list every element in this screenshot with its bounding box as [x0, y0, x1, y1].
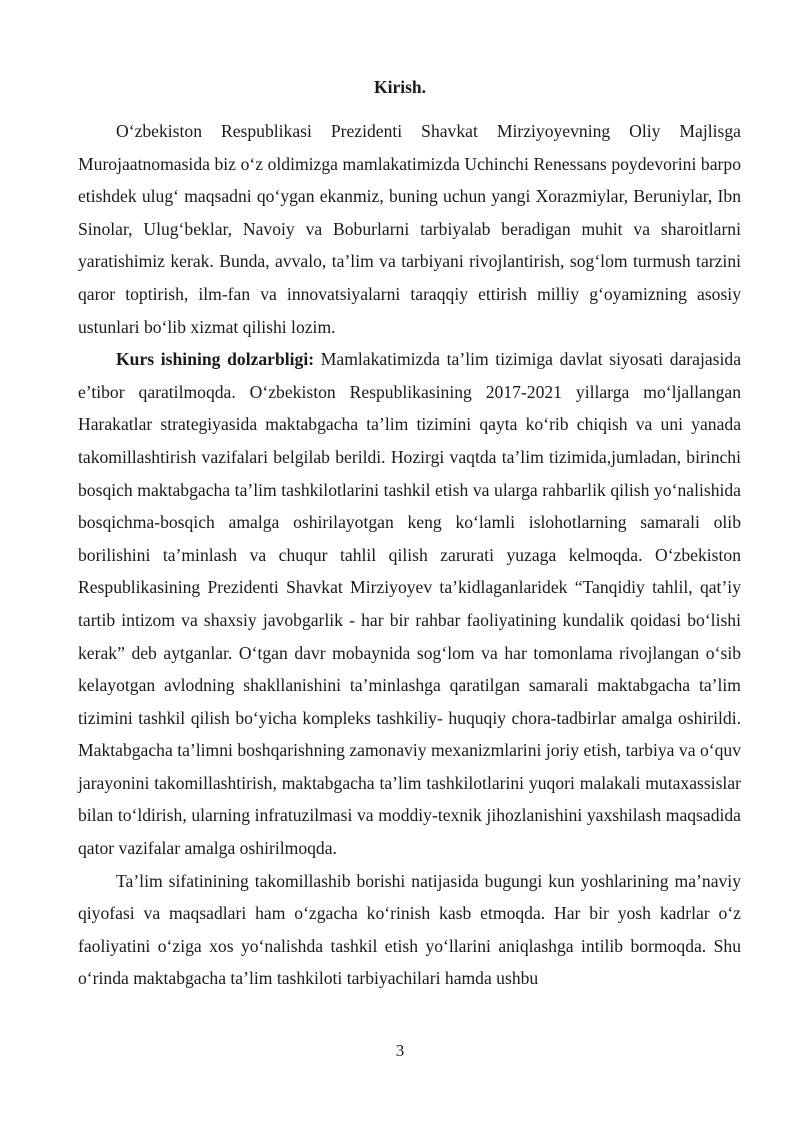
- paragraph-intro: [78, 115, 741, 343]
- page-number: 3: [395, 1041, 405, 1060]
- body-text: [78, 115, 741, 995]
- page-title: Kirish.: [373, 77, 427, 97]
- paragraph-text: Mamlakatimizda ta’lim tizimiga davlat siyosati darajasida e’tibor qaratilmoqda. O‘zbekiston Respublikasining 2017-2021 yillarga mo‘ljallangan Harakatlar strategiyasida maktabgacha ta’lim tizimini qayta ko‘rib chiqish va uni yanada takomillashtirish vazifalari belgilab berildi. Hozirgi vaqtda ta’lim tizimida,jumladan, birinchi bosqich maktabgacha ta’lim tashkilotlarini tashkil etish va ularga rahbarlik qilish yo‘nalishida bosqichma-bosqich amalga oshirilayotgan keng ko‘lamli islohotlarning samarali olib borilishini ta’minlash va chuqur tahlil qilish zarurati yuzaga kelmoqda. O‘zbekiston Respublikasining Prezidenti Shavkat Mirziyoyev ta’kidlaganlaridek “Tanqidiy tahlil, qat’iy tartib intizom va shaxsiy javobgarlik - har bir rahbar faoliyatining kundalik qoidasi bo‘lishi kerak” deb aytganlar. O‘tgan davr mobaynida sog‘lom va har tomonlama rivojlangan o‘sib kelayotgan avlodning shakllanishini ta’minlashga qaratilgan samarali maktabgacha ta’lim tizimini tashkil qilish bo‘yicha kompleks tashkiliy- huquqiy chora-tadbirlar amalga oshirildi. Maktabgacha ta’limni boshqarishning zamonaviy mexanizmlarini joriy etish, tarbiya va o‘quv jarayonini takomillashtirish, maktabgacha ta’lim tashkilotlarini yuqori malakali mutaxassislar bilan to‘ldirish, ularning infratuzilmasi va moddiy-texnik jihozlanishini yaxshilash maqsadida qator vazifalar amalga oshirilmoqda.: [78, 349, 742, 859]
- paragraph-quality: [78, 865, 741, 995]
- paragraph-relevance: [78, 343, 741, 865]
- paragraph-lead: Kurs ishining dolzarbligi:: [116, 349, 315, 370]
- paragraph-text: O‘zbekiston Respublikasi Prezidenti Shavkat Mirziyoyevning Oliy Majlisga Murojaatnomasida biz o‘z oldimizga mamlakatimizda Uchinchi Renessans poydevorini barpo etishdek ulug‘ maqsadni qo‘ygan ekanmiz, buning uchun yangi Xorazmiylar, Beruniylar, Ibn Sinolar, Ulug‘beklar, Navoiy va Boburlarni tarbiyalab beradigan muhit va sharoitlarni yaratishimiz kerak. Bunda, avvalo, ta’lim va tarbiyani rivojlantirish, sog‘lom turmush tarzini qaror toptirish, ilm-fan va innovatsiyalarni taraqqiy ettirish milliy g‘oyamizning asosiy ustunlari bo‘lib xizmat qilishi lozim.: [78, 121, 741, 337]
- paragraph-text: Ta’lim sifatinining takomillashib borishi natijasida bugungi kun yoshlarining ma’naviy qiyofasi va maqsadlari ham o‘zgacha ko‘rinish kasb etmoqda. Har bir yosh kadrlar o‘z faoliyatini o‘ziga xos yo‘nalishda tashkil etish yo‘llarini aniqlashga intilib bormoqda. Shu o‘rinda maktabgacha ta’lim tashkiloti tarbiyachilari hamda ushbu: [78, 870, 741, 989]
